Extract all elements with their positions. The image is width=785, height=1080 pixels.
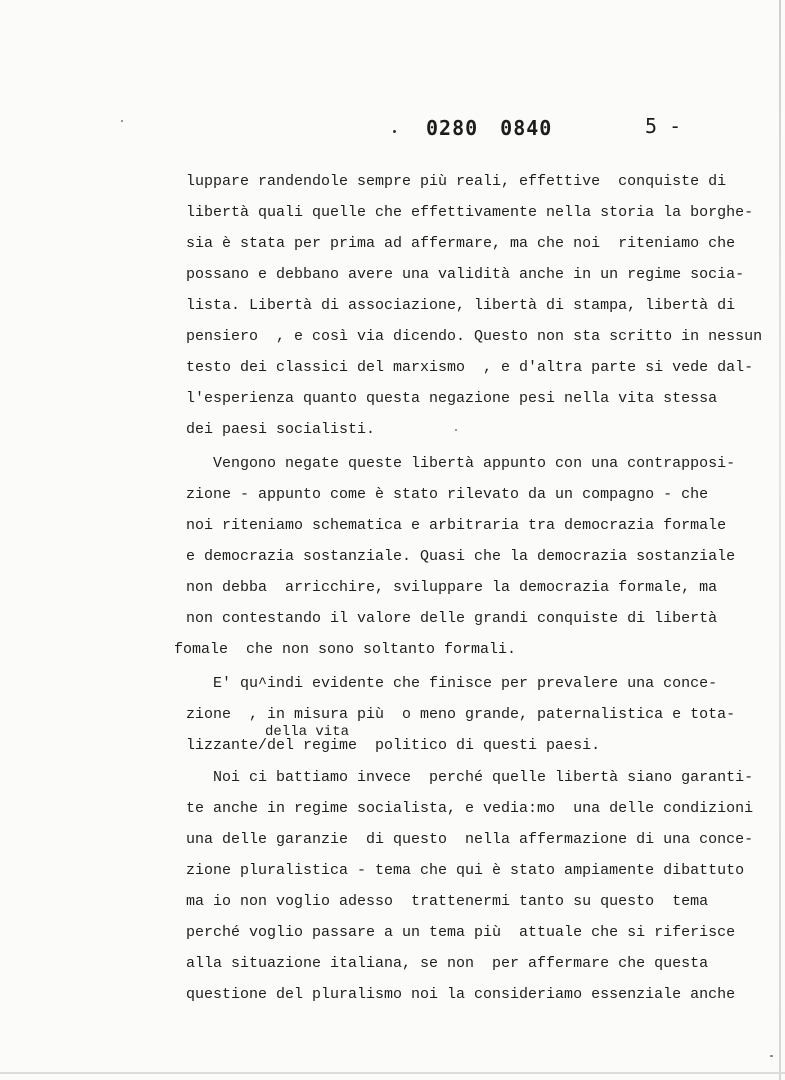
text-line: l'esperienza quanto questa negazione pesi nella vita stessa <box>186 390 718 407</box>
text-line: testo dei classici del marxismo , e d'altra parte si vede dal- <box>186 359 754 376</box>
text-line: lizzante/del regime politico di questi paesi. <box>186 737 601 754</box>
text-line: zione pluralistica - tema che qui è stato ampiamente dibattuto <box>186 862 745 879</box>
text-line: zione , in misura più o meno grande, paternalistica e tota- <box>186 706 736 723</box>
text-line: pensiero , e così via dicendo. Questo non sta scritto in nessun <box>186 328 763 345</box>
text-line: lista. Libertà di associazione, libertà di stampa, libertà di <box>186 297 736 314</box>
page-edge-right <box>779 0 781 1080</box>
text-line: perché voglio passare a un tema più attuale che si riferisce <box>186 924 736 941</box>
text-line: sia è stata per prima ad affermare, ma che noi riteniamo che <box>186 235 736 252</box>
paper-speck <box>770 1055 773 1057</box>
text-line: una delle garanzie di questo nella affermazione di una conce- <box>186 831 754 848</box>
text-line: E' qu^indi evidente che finisce per prevalere una conce- <box>186 675 718 692</box>
text-line: Vengono negate queste libertà appunto con una contrapposi- <box>186 455 736 472</box>
text-line: fomale che non sono soltanto formali. <box>174 641 517 658</box>
page-header <box>0 116 785 146</box>
text-line: possano e debbano avere una validità anche in un regime socia- <box>186 266 745 283</box>
text-line: alla situazione italiana, se non per affermare che questa <box>186 955 709 972</box>
text-line: luppare randendole sempre più reali, effettive conquiste di <box>186 173 727 190</box>
interlinear-insertion: della vita <box>265 724 350 740</box>
text-line: ma io non voglio adesso trattenermi tanto su questo tema <box>186 893 709 910</box>
text-line: zione - appunto come è stato rilevato da un compagno - che <box>186 486 709 503</box>
page-number: 5 - <box>645 114 682 138</box>
text-line: non debba arricchire, sviluppare la democrazia formale, ma <box>186 579 718 596</box>
document-code <box>426 116 552 140</box>
paper-speck <box>121 120 123 122</box>
text-line: libertà quali quelle che effettivamente nella storia la borghe- <box>186 204 754 221</box>
page-edge-bottom <box>0 1072 785 1074</box>
text-line: non contestando il valore delle grandi conquiste di libertà <box>186 610 718 627</box>
document-code-part-b: 0840 <box>500 116 553 140</box>
text-line: te anche in regime socialista, e vedia:mo una delle condizioni <box>186 800 754 817</box>
text-line: dei paesi socialisti. <box>186 421 376 438</box>
text-line: questione del pluralismo noi la consideriamo essenziale anche <box>186 986 736 1003</box>
text-line: e democrazia sostanziale. Quasi che la democrazia sostanziale <box>186 548 736 565</box>
text-line: noi riteniamo schematica e arbitraria tra democrazia formale <box>186 517 727 534</box>
header-mark <box>393 130 396 133</box>
document-code-part-a: 0280 <box>426 116 479 140</box>
text-line: Noi ci battiamo invece perché quelle libertà siano garanti- <box>186 769 754 786</box>
paper-speck <box>455 429 457 431</box>
